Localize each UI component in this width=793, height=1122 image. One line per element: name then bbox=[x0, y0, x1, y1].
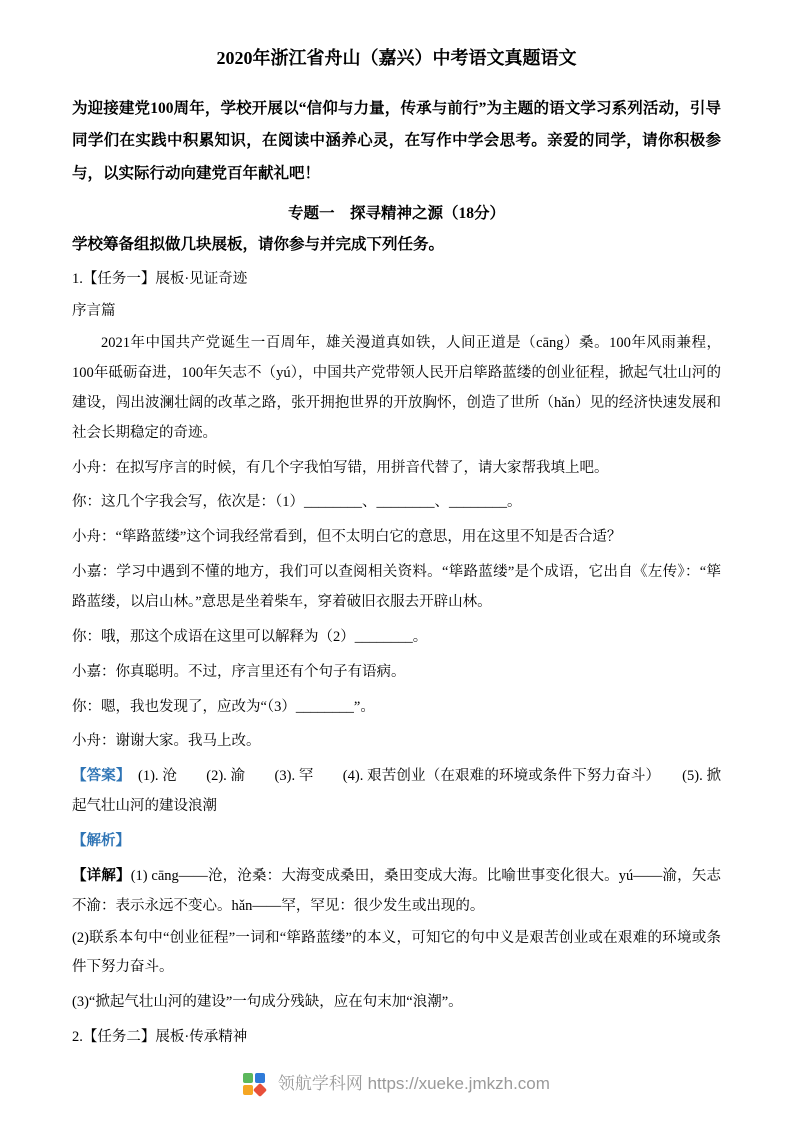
detail-label: 【详解】 bbox=[72, 867, 131, 884]
task2-label: 2.【任务二】展板·传承精神 bbox=[72, 1029, 248, 1046]
detail-paragraph-2: (2)联系本句中“创业征程”一词和“筚路蓝缕”的本义，可知它的句中义是艰苦创业或在艰难的环境或条件下努力奋斗。 bbox=[72, 929, 721, 976]
section-heading: 专题一 探寻精神之源（18分） bbox=[287, 205, 505, 223]
preface-paragraph: 2021年中国共产党诞生一百周年，雄关漫道真如铁，人间正道是（cāng）桑。100年风雨兼程，100年砥砺奋进，100年矢志不（yú），中国共产党带领人民开启筚路蓝缕的创业征程，掀起气壮山河的建设，闯出波澜壮阔的改革之路，张开拥抱世界的开放胸怀，创造了世所（hǎn）见的经济快速发展和社会长期稳定的奇迹。 bbox=[72, 335, 721, 441]
answer-text: (1). 沧 (2). 渝 (3). 罕 (4). 艰苦创业（在艰难的环境或条件下努力奋斗） (5). 掀起气壮山河的建设浪潮 bbox=[72, 768, 721, 815]
site-name: 领航学科网 bbox=[277, 1074, 363, 1094]
dialogue-line-you-1: 你：这几个字我会写，依次是：（1）________、________、________。 bbox=[72, 494, 522, 511]
dialogue-line-you-2: 你：哦，那这个成语在这里可以解释为（2）________。 bbox=[72, 628, 428, 645]
dialogue-line-xiaozhou-2: 小舟：“筚路蓝缕”这个词我经常看到，但不太明白它的意思，用在这里不知是否合适？ bbox=[72, 529, 622, 546]
analysis-label: 【解析】 bbox=[72, 833, 130, 850]
site-url-link[interactable]: https://xueke.jmkzh.com bbox=[367, 1074, 550, 1094]
preface-title: 序言篇 bbox=[72, 303, 116, 320]
prep-line: 学校筹备组拟做几块展板，请你参与并完成下列任务。 bbox=[72, 236, 445, 254]
dialogue-line-you-3: 你：嗯，我也发现了，应改为“（3）________”。 bbox=[72, 698, 375, 715]
footer-watermark bbox=[0, 1069, 793, 1096]
detail-paragraph-1 bbox=[72, 862, 721, 922]
task1-label: 1.【任务一】展板·见证奇迹 bbox=[72, 271, 248, 288]
dialogue-line-xiaozhou-1: 小舟：在拟写序言的时候，有几个字我怕写错，用拼音代替了，请大家帮我填上吧。 bbox=[72, 459, 609, 476]
detail-text-1: (1) cāng——沧，沧桑：大海变成桑田，桑田变成大海。比喻世事变化很大。yú——渝，矢志不渝：表示永远不变心。hǎn——罕，罕见：很少发生或出现的。 bbox=[72, 867, 722, 914]
answer-label: 【答案】 bbox=[72, 768, 124, 785]
detail-paragraph-3: (3)“掀起气壮山河的建设”一句成分残缺，应在句末加“浪潮”。 bbox=[72, 994, 463, 1011]
dialogue-line-xiaozhou-3: 小舟：谢谢大家。我马上改。 bbox=[72, 733, 261, 750]
site-logo-icon bbox=[243, 1073, 265, 1095]
analysis-line bbox=[72, 827, 721, 857]
intro-paragraph: 为迎接建党100周年，学校开展以“信仰与力量，传承与前行”为主题的语文学习系列活动，引导同学们在实践中积累知识，在阅读中涵养心灵，在写作中学会思考。亲爱的同学，请你积极参与，以实际行动向建党百年献礼吧！ bbox=[72, 99, 721, 182]
dialogue-line-xiaojia-1: 小嘉：学习中遇到不懂的地方，我们可以查阅相关资料。“筚路蓝缕”是个成语，它出自《左传》：“筚路蓝缕，以启山林。”意思是坐着柴车，穿着破旧衣服去开辟山林。 bbox=[72, 564, 721, 611]
page-title: 2020年浙江省舟山（嘉兴）中考语文真题语文 bbox=[216, 48, 577, 68]
answer-line bbox=[72, 762, 721, 822]
dialogue-line-xiaojia-2: 小嘉：你真聪明。不过，序言里还有个句子有语病。 bbox=[72, 663, 406, 680]
